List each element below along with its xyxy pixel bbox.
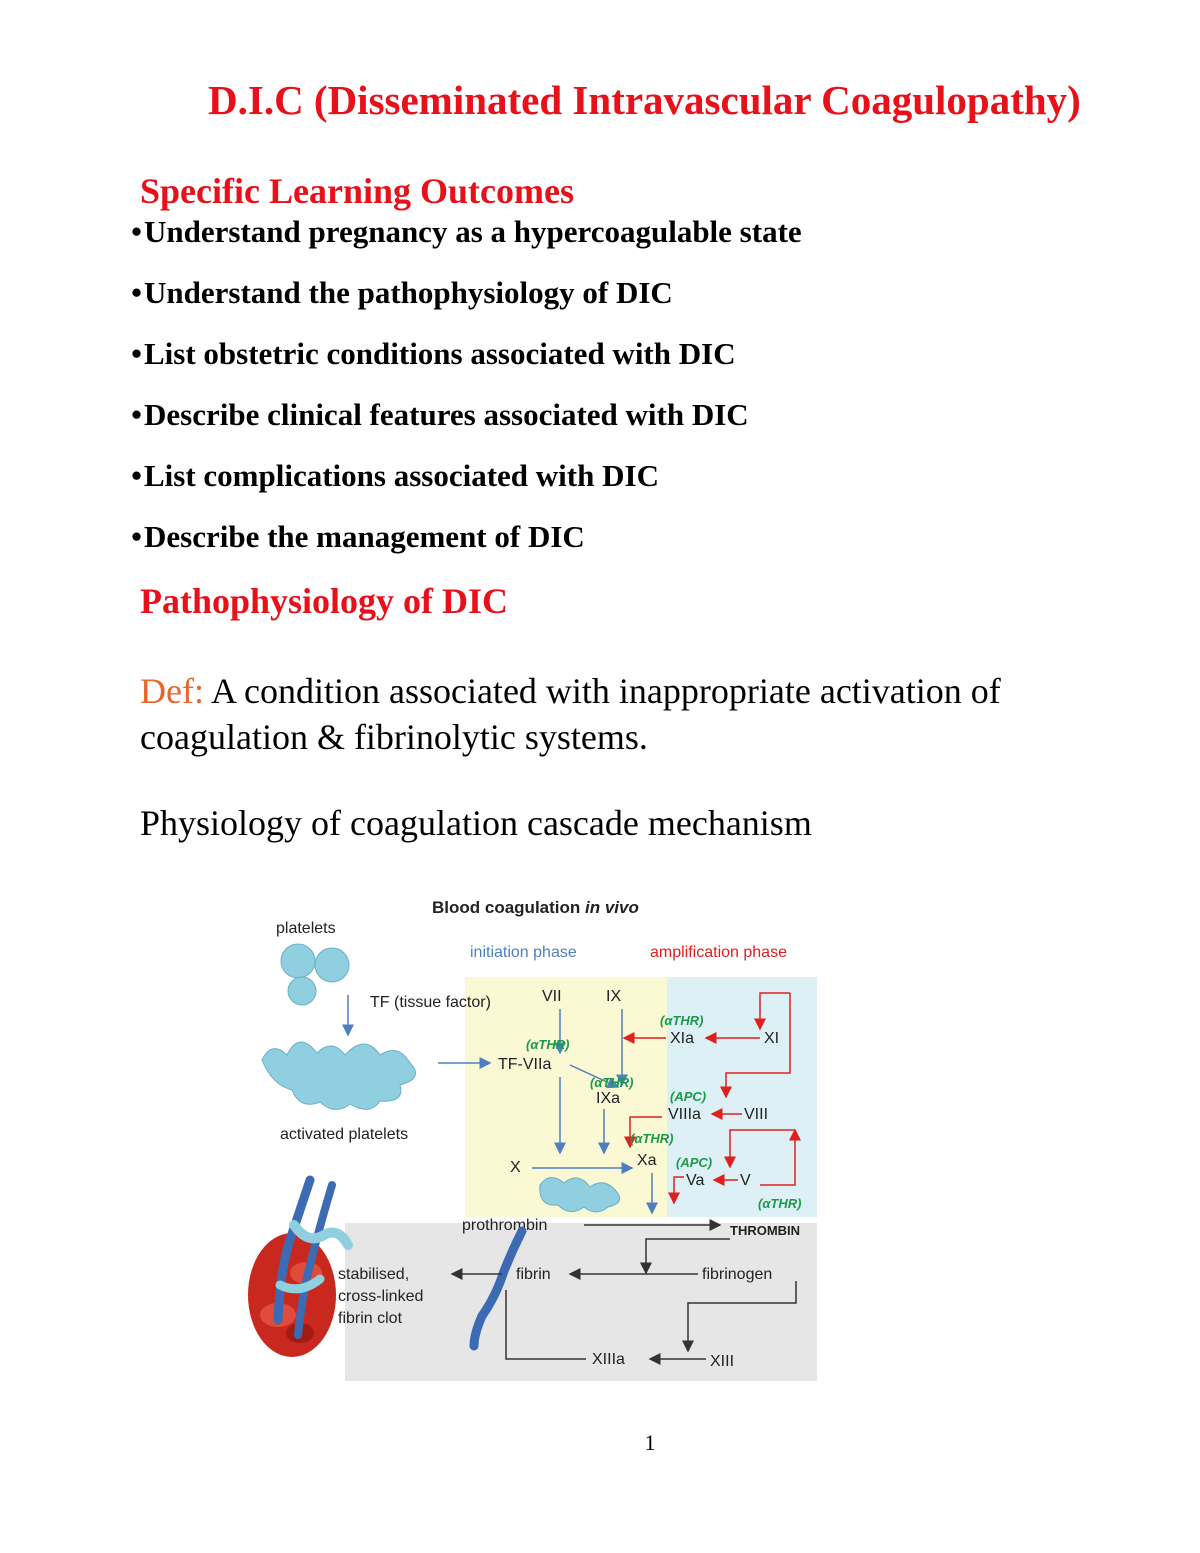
list-item: •List complications associated with DIC [100, 456, 802, 517]
initiation-phase-label: initiation phase [470, 944, 577, 961]
svg-text:X: X [510, 1159, 521, 1176]
list-item: •Describe clinical features associated with DIC [100, 395, 802, 456]
svg-text:(APC): (APC) [670, 1089, 707, 1104]
platelet-icon [288, 977, 316, 1005]
bullet: • [131, 519, 142, 554]
clot-label-2: cross-linked [338, 1288, 424, 1305]
svg-text:(APC): (APC) [676, 1155, 713, 1170]
svg-text:(αTHR): (αTHR) [660, 1013, 704, 1028]
svg-text:IXa: IXa [596, 1090, 621, 1107]
svg-text:VIIIa: VIIIa [668, 1106, 701, 1123]
list-item: •Understand the pathophysiology of DIC [100, 273, 802, 334]
pathophysiology-heading: Pathophysiology of DIC [140, 581, 509, 621]
list-item: •Understand pregnancy as a hypercoagulable state [100, 212, 802, 273]
definition-paragraph [140, 668, 1140, 760]
platelet-icon [315, 948, 349, 982]
outcomes-heading: Specific Learning Outcomes [140, 171, 574, 211]
svg-text:Va: Va [686, 1172, 705, 1189]
svg-text:(αTHR): (αTHR) [630, 1131, 674, 1146]
outcomes-list [100, 212, 802, 578]
bullet: • [131, 397, 142, 432]
prothrombin-label: prothrombin [462, 1217, 548, 1234]
xiiia-label: XIIIa [592, 1351, 625, 1368]
svg-text:Xa: Xa [637, 1152, 657, 1169]
fibrin-label: fibrin [516, 1266, 551, 1283]
page-number: 1 [644, 1430, 656, 1455]
platelets-label: platelets [276, 920, 336, 937]
clot-label-1: stabilised, [338, 1266, 410, 1283]
figure-title: Blood coagulation in vivo [432, 898, 639, 917]
tf-viia-label: TF-VIIa [498, 1056, 552, 1073]
platelet-icon [281, 944, 315, 978]
physiology-line: Physiology of coagulation cascade mechanism [140, 803, 812, 843]
definition-label: Def: [140, 671, 204, 711]
amplification-phase-label: amplification phase [650, 944, 787, 961]
definition-text: A condition associated with inappropriate activation of coagulation & fibrinolytic systems. [140, 671, 1001, 757]
svg-text:IX: IX [606, 988, 622, 1005]
svg-text:VIII: VIII [744, 1106, 769, 1123]
svg-text:XI: XI [764, 1030, 780, 1047]
clot-label-3: fibrin clot [338, 1310, 403, 1327]
svg-text:V: V [740, 1172, 751, 1189]
xiii-label: XIII [710, 1353, 735, 1370]
bullet: • [131, 336, 142, 371]
document-title: D.I.C (Disseminated Intravascular Coagulopathy) [208, 77, 1081, 123]
bullet: • [131, 214, 142, 249]
coagulation-cascade-figure [240, 885, 830, 1385]
svg-text:VII: VII [542, 988, 562, 1005]
thrombin-label: THROMBIN [730, 1223, 801, 1238]
svg-text:(αTHR): (αTHR) [526, 1037, 570, 1052]
svg-text:(αTHR): (αTHR) [758, 1196, 802, 1211]
svg-text:(αTHR): (αTHR) [590, 1075, 634, 1090]
activated-platelets-icon [262, 1042, 416, 1110]
list-item: •Describe the management of DIC [100, 517, 802, 578]
svg-text:XIa: XIa [670, 1030, 695, 1047]
fibrinogen-label: fibrinogen [702, 1266, 773, 1283]
bullet: • [131, 275, 142, 310]
activated-platelets-label: activated platelets [280, 1126, 409, 1143]
list-item: •List obstetric conditions associated with DIC [100, 334, 802, 395]
tissue-factor-label: TF (tissue factor) [370, 994, 491, 1011]
bullet: • [131, 458, 142, 493]
